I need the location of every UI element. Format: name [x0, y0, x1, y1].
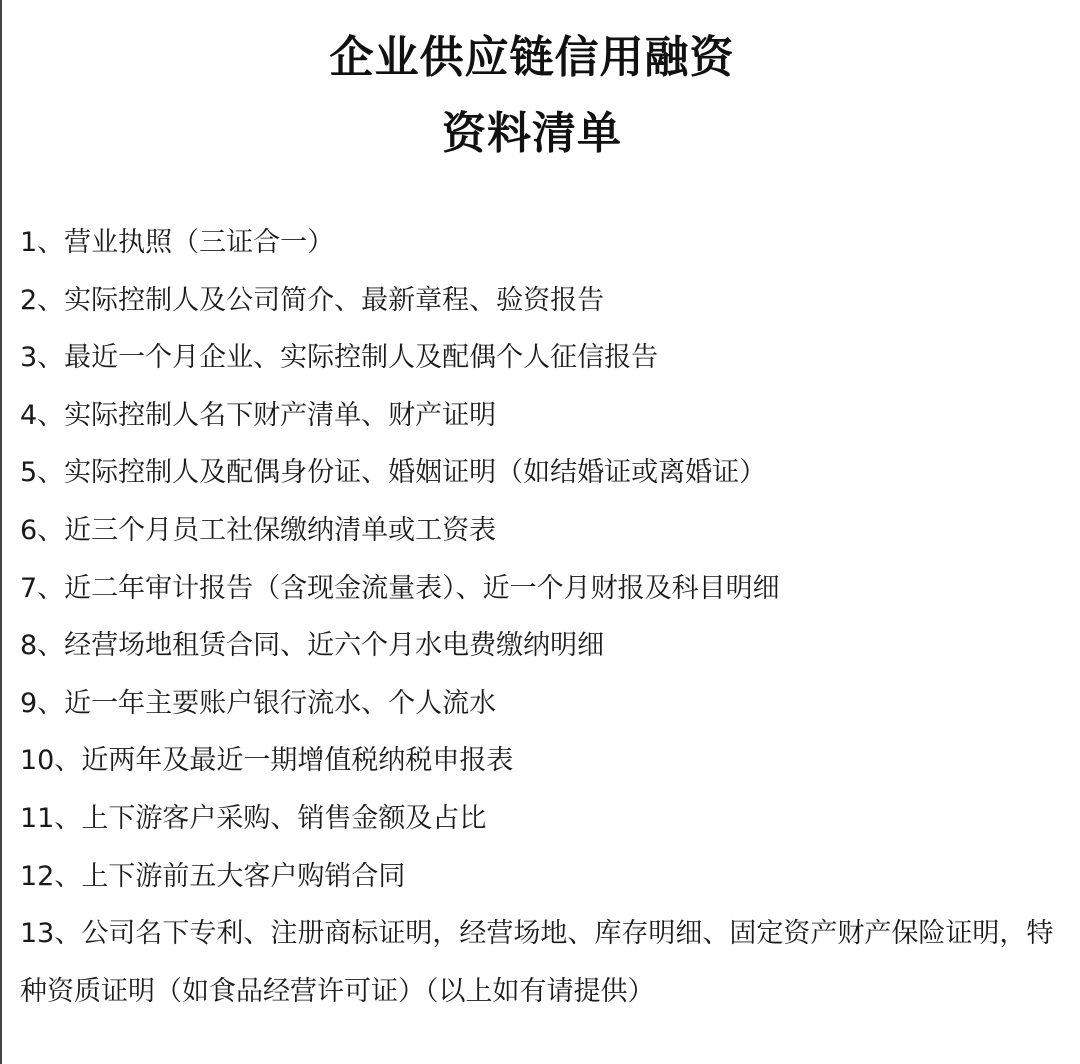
list-item: 5、实际控制人及配偶身份证、婚姻证明（如结婚证或离婚证） — [20, 457, 767, 489]
list-item: 9、近一年主要账户银行流水、个人流水 — [20, 687, 497, 719]
list-item: 2、实际控制人及公司简介、最新章程、验资报告 — [20, 284, 605, 316]
list-item: 8、经营场地租赁合同、近六个月水电费缴纳明细 — [20, 630, 605, 662]
list-item: 10、近两年及最近一期增值税纳税申报表 — [20, 745, 514, 777]
list-item: 4、实际控制人名下财产清单、财产证明 — [20, 399, 497, 431]
list-item: 7、近二年审计报告（含现金流量表）、近一个月财报及科目明细 — [20, 572, 780, 604]
list-item: 1、营业执照（三证合一） — [20, 227, 335, 258]
document-subtitle: 资料清单 — [442, 108, 622, 159]
list-item: 6、近三个月员工社保缴纳清单或工资表 — [20, 514, 497, 546]
list-item: 12、上下游前五大客户购销合同 — [20, 860, 406, 892]
list-item: 11、上下游客户采购、销售金额及占比 — [20, 802, 487, 834]
materials-list — [20, 214, 1060, 1020]
list-item: 3、最近一个月企业、实际控制人及配偶个人征信报告 — [20, 342, 659, 374]
document-title: 企业供应链信用融资 — [329, 32, 735, 83]
list-item: 13、公司名下专利、注册商标证明，经营场地、库存明细、固定资产财产保险证明，特种资质证明（如食品经营许可证）（以上如有请提供） — [20, 918, 1054, 1007]
